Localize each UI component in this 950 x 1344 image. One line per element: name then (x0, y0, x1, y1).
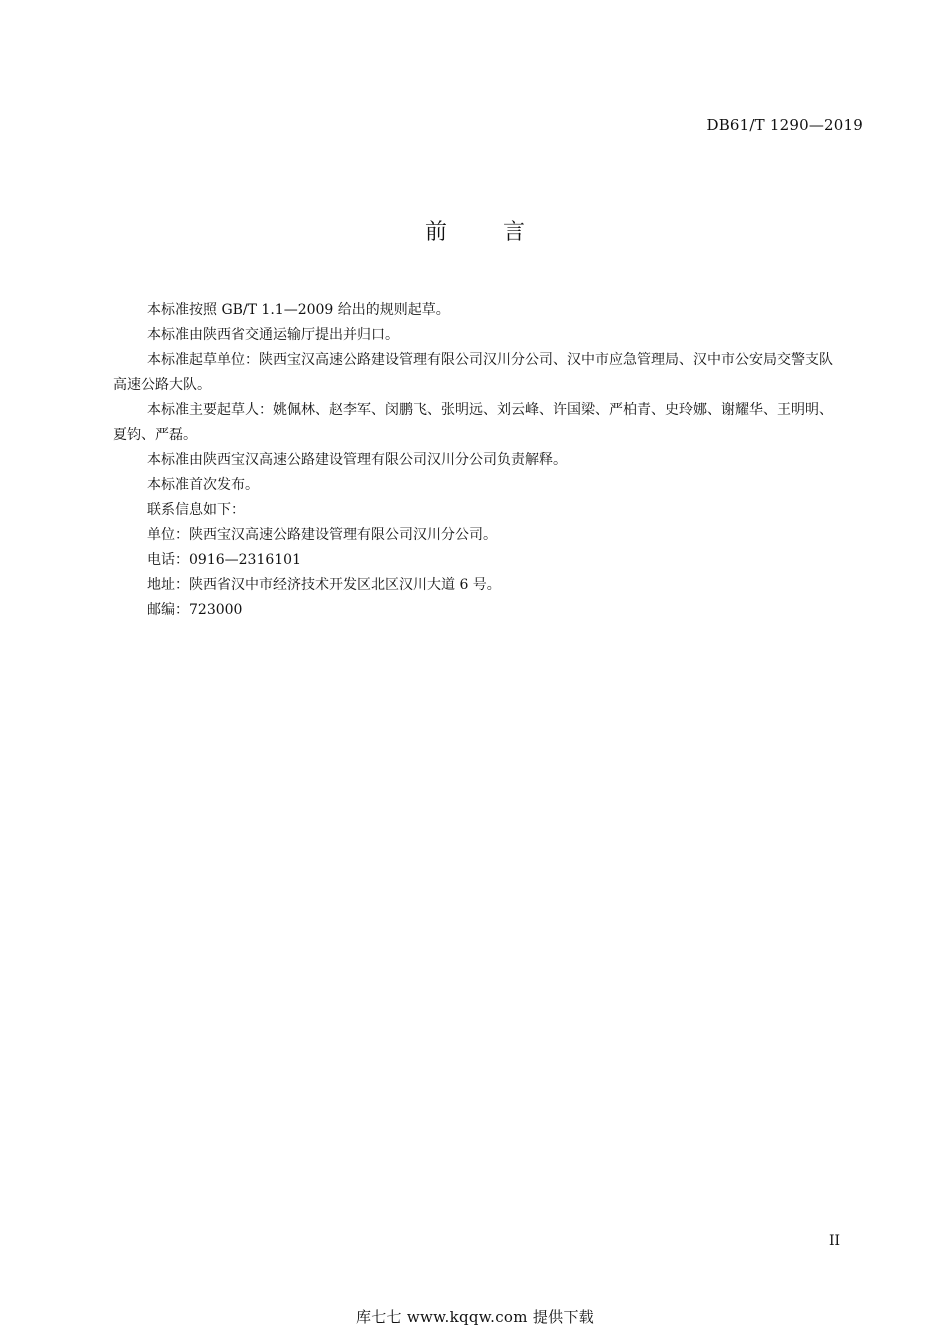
page-title: 前言 (424, 220, 581, 245)
paragraph-contact-intro: 联系信息如下： (147, 502, 245, 518)
page-number: II (828, 1233, 840, 1249)
paragraph-drafting-rules: 本标准按照 GB/T 1.1—2009 给出的规则起草。 (147, 302, 450, 318)
contact-address: 地址：陕西省汉中市经济技术开发区北区汉川大道 6 号。 (147, 577, 501, 593)
document-code: DB61/T 1290—2019 (706, 116, 863, 134)
contact-phone: 电话：0916—2316101 (147, 552, 301, 568)
paragraph-interpretation: 本标准由陕西宝汉高速公路建设管理有限公司汉川分公司负责解释。 (147, 452, 567, 468)
paragraph-proposer: 本标准由陕西省交通运输厅提出并归口。 (147, 327, 399, 343)
paragraph-drafting-units: 本标准起草单位：陕西宝汉高速公路建设管理有限公司汉川分公司、汉中市应急管理局、汉中市公安局交警支队高速公路大队。 (113, 352, 833, 393)
paragraph-drafters: 本标准主要起草人：姚佩林、赵李军、闵鹏飞、张明远、刘云峰、许国梁、严柏青、史玲娜、谢耀华、王明明、夏钧、严磊。 (113, 402, 833, 443)
contact-unit: 单位：陕西宝汉高速公路建设管理有限公司汉川分公司。 (147, 527, 497, 543)
foreword-body (113, 298, 838, 623)
download-footer: 库七七 www.kqqw.com 提供下载 (355, 1308, 595, 1326)
paragraph-first-release: 本标准首次发布。 (147, 477, 259, 493)
contact-postcode: 邮编：723000 (147, 602, 243, 618)
